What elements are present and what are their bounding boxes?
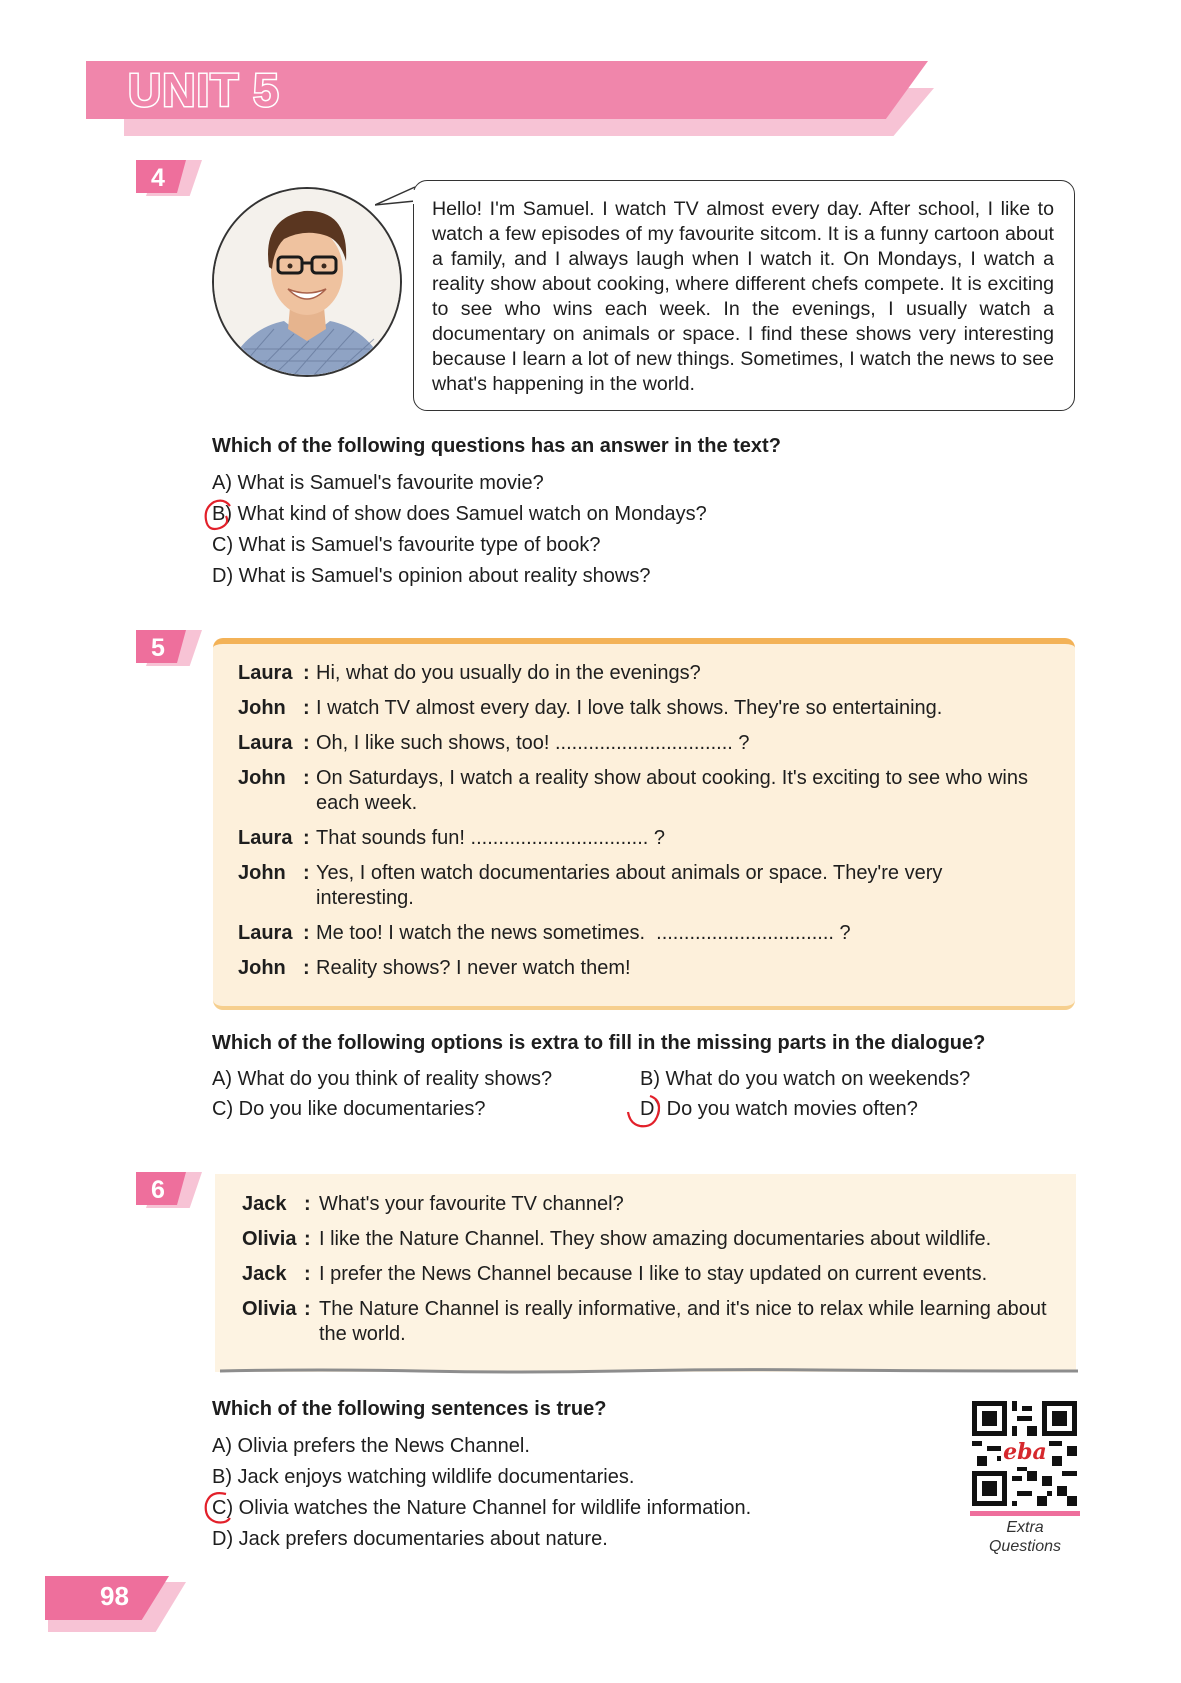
question-number-badge: 5 [136, 630, 198, 666]
q4-question: Which of the following questions has an answer in the text? [212, 435, 781, 457]
unit-title: UNIT 5 [128, 64, 280, 116]
answer-circle-mark [622, 1090, 670, 1136]
q5-option-a[interactable]: A) What do you think of reality shows? [212, 1068, 553, 1090]
q5-option-c[interactable]: C) Do you like documentaries? [212, 1098, 486, 1120]
q4-option-b[interactable]: B) What kind of show does Samuel watch on Mondays? [212, 503, 707, 525]
qr-underline [970, 1511, 1080, 1516]
q4-passage: Hello! I'm Samuel. I watch TV almost every day. After school, I like to watch a few episodes of my favourite sitcom. It is a funny cartoon about a family, and I always laugh when I watch it. On Mondays, I watch a reality show about cooking, where different chefs compete. It is exciting to see who wins each week. In the evenings, I usually watch a documentary on animals or space. I find these shows very interesting because I learn a lot of new things. Sometimes, I watch the news to see what's happening in the world. [432, 198, 1054, 395]
samuel-speech-bubble [413, 180, 1075, 411]
q6-option-a[interactable]: A) Olivia prefers the News Channel. [212, 1435, 530, 1457]
q4-option-a[interactable]: A) What is Samuel's favourite movie? [212, 472, 544, 494]
q5-option-d[interactable]: D) Do you watch movies often? [640, 1098, 918, 1120]
q5-question: Which of the following options is extra to fill in the missing parts in the dialogue? [212, 1032, 986, 1054]
q5-dialogue-box [213, 638, 1075, 1010]
eba-logo: eba [1001, 1437, 1049, 1467]
samuel-avatar [212, 187, 402, 377]
q4-option-c[interactable]: C) What is Samuel's favourite type of book? [212, 534, 601, 556]
q6-option-c[interactable]: C) Olivia watches the Nature Channel for wildlife information. [212, 1497, 752, 1519]
question-number-badge: 6 [136, 1172, 198, 1208]
q6-option-b[interactable]: B) Jack enjoys watching wildlife documentaries. [212, 1466, 635, 1488]
answer-circle-mark [200, 1488, 234, 1528]
q6-option-d[interactable]: D) Jack prefers documentaries about nature. [212, 1528, 608, 1550]
torn-edge [220, 1368, 1078, 1374]
q4-option-d[interactable]: D) What is Samuel's opinion about reality shows? [212, 565, 651, 587]
answer-circle-mark [200, 496, 240, 536]
q5-option-b[interactable]: B) What do you watch on weekends? [640, 1068, 971, 1090]
qr-caption: Extra Questions [988, 1519, 1062, 1555]
q6-question: Which of the following sentences is true? [212, 1398, 607, 1420]
page-number: 98 [100, 1581, 129, 1611]
question-number-badge: 4 [136, 160, 198, 196]
